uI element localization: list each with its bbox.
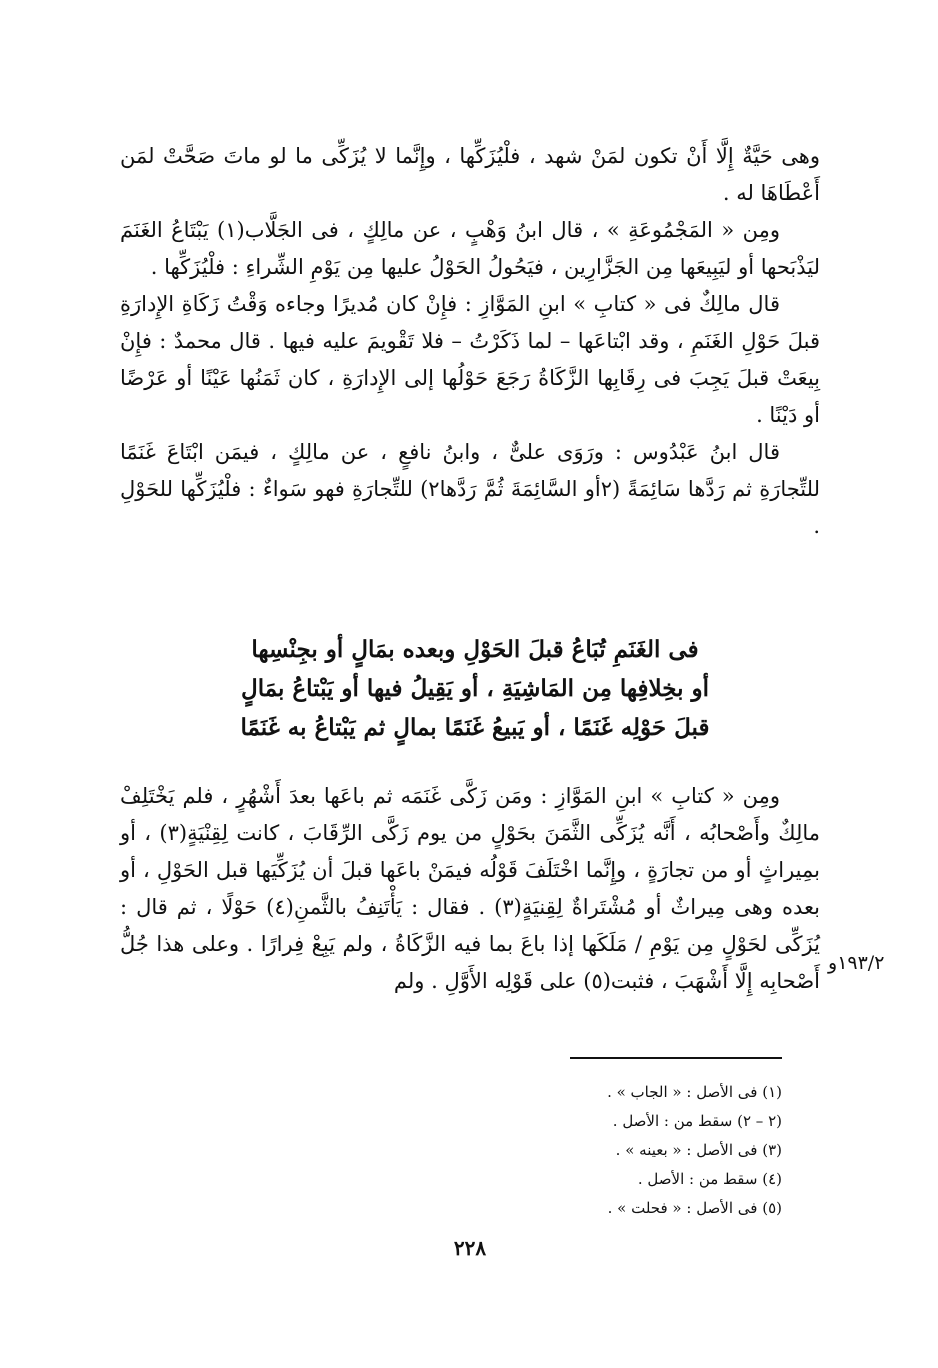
paragraph-3: قال مالِكٌ فى « كتابِ » ابنِ المَوَّازِ : فإِنْ كان مُديرًا وجاءه وَقْتُ زَكَاةِ الإِدارَةِ قبلَ حَوْلِ الغَنَمِ ، وقد ابْتاعَها – لما ذَكَرْتُ – فلا تَقْويمَ عليه فيها . قال محمدٌ : فإِنْ بِيعَتْ قبلَ يَجِبَ فى رِقَابِها الزَّكَاةُ رَجَعَ حَوْلُها إلى الإِدارَةِ ، كان ثَمَنُها عَيْنًا أو عَرْضًا أو دَيْنًا . <box>120 292 820 427</box>
footnote-divider <box>570 1057 782 1059</box>
paragraph-4: قال ابنُ عَبْدُوس : ورَوَى علىٌّ ، وابنُ نافعٍ ، عن مالِكٍ ، فيمَن ابْتَاعَ غَنَمًا للتِّجارَةِ ثم رَدَّها سَائِمَةً (٢أو السَّائِمَةَ ثُمَّ رَدَّها٢) للتِّجارَةِ فهو سَواءٌ : فلْيُزَكِّها للحَوْلِ . <box>120 440 820 538</box>
footnote-1: (١) فى الأصل : « الجاب » . <box>607 1083 782 1101</box>
main-text-bottom <box>120 778 820 1000</box>
footnote-2: (٢ – ٢) سقط من : الأصل . <box>612 1112 782 1130</box>
heading-line-2: أو بخِلافِها مِن المَاشِيَةِ ، أو يَقِيلُ فيها أو يَبْتاعُ بمَالٍ <box>240 675 709 702</box>
paragraph-5: ومِن « كتابِ » ابنِ المَوَّازِ : ومَن زَكَّى غَنَمَه ثم باعَها بعدَ أَشْهُرٍ ، فلم يَخْتَلِفْ مالِكٌ وأَصْحابُه ، أَنَّه يُزَكِّى الثَّمَنَ بحَوْلٍ من يوم زَكَّى الرِّقَابَ ، كانت لِقِنْيَةٍ(٣) ، أو بمِيراثٍ أو من تجارَةٍ ، وإِنَّما اخْتَلَفَ قَوْلُه فيمَنْ باعَها قبلَ أن يُزَكِّيَها قبل الحَوْلِ ، أو بعده وهى مِيراثٌ أو مُشْتَراةٌ لِقِنيَةٍ(٣) . فقال : يَأْتَنِفُ بالثَّمنِ(٤) حَوْلًا ، ثم قال : يُزَكِّى لحَوْلٍ مِن يَوْمِ / مَلَكَها إذا باعَ بما فيه الزَّكَاةُ ، ولم يَبِعْ فِرارًا . وعلى هذا جُلُّ أَصْحابِه إِلَّا أَشْهَبَ ، فثبت(٥) على قَوْلِه الأَوَّلِ . ولم <box>120 784 821 993</box>
paragraph-2: ومِن « المَجْمُوعَةِ » ، قال ابنُ وَهْبٍ ، عن مالِكٍ ، فى الجَلَّاب(١) يَبْتَاعُ الغَنَمَ ليَذْبَحها أو ليَبِيعَها مِن الجَزَّارِين ، فيَحُولُ الحَوْلُ عليها مِن يَوْمِ الشِّراءِ : فلْيُزَكِّها . <box>120 218 820 279</box>
section-heading <box>150 630 800 747</box>
heading-line-1: فى الغَنَمِ تُبَاعُ قبلَ الحَوْلِ وبعده بمَالٍ أو بجِنْسِها <box>251 636 699 663</box>
page-number: ٢٢٨ <box>453 1236 487 1260</box>
paragraph-1: وهى حَيَّةٌ إِلَّا أَنْ تكون لمَنْ شهد ، فلْيُزَكِّها ، وإِنَّما لا يُزَكِّى ما لو ماتَ صَحَّتْ لمَن أَعْطَاهَا له . <box>120 144 820 205</box>
footnote-5: (٥) فى الأصل : « فحلت » . <box>607 1199 782 1217</box>
heading-line-3: قبلَ حَوْلِه غَنَمًا ، أو يَبيعُ غَنَمًا بمالٍ ثم يَبْتاعُ به غَنَمًا <box>240 714 710 741</box>
footnote-4: (٤) سقط من : الأصل . <box>637 1170 782 1188</box>
footnote-3: (٣) فى الأصل : « بعينه » . <box>615 1141 782 1159</box>
manuscript-folio-marker: ١٩٣/٢و <box>828 952 885 974</box>
footnotes <box>420 1078 782 1223</box>
main-text-top <box>120 138 820 545</box>
